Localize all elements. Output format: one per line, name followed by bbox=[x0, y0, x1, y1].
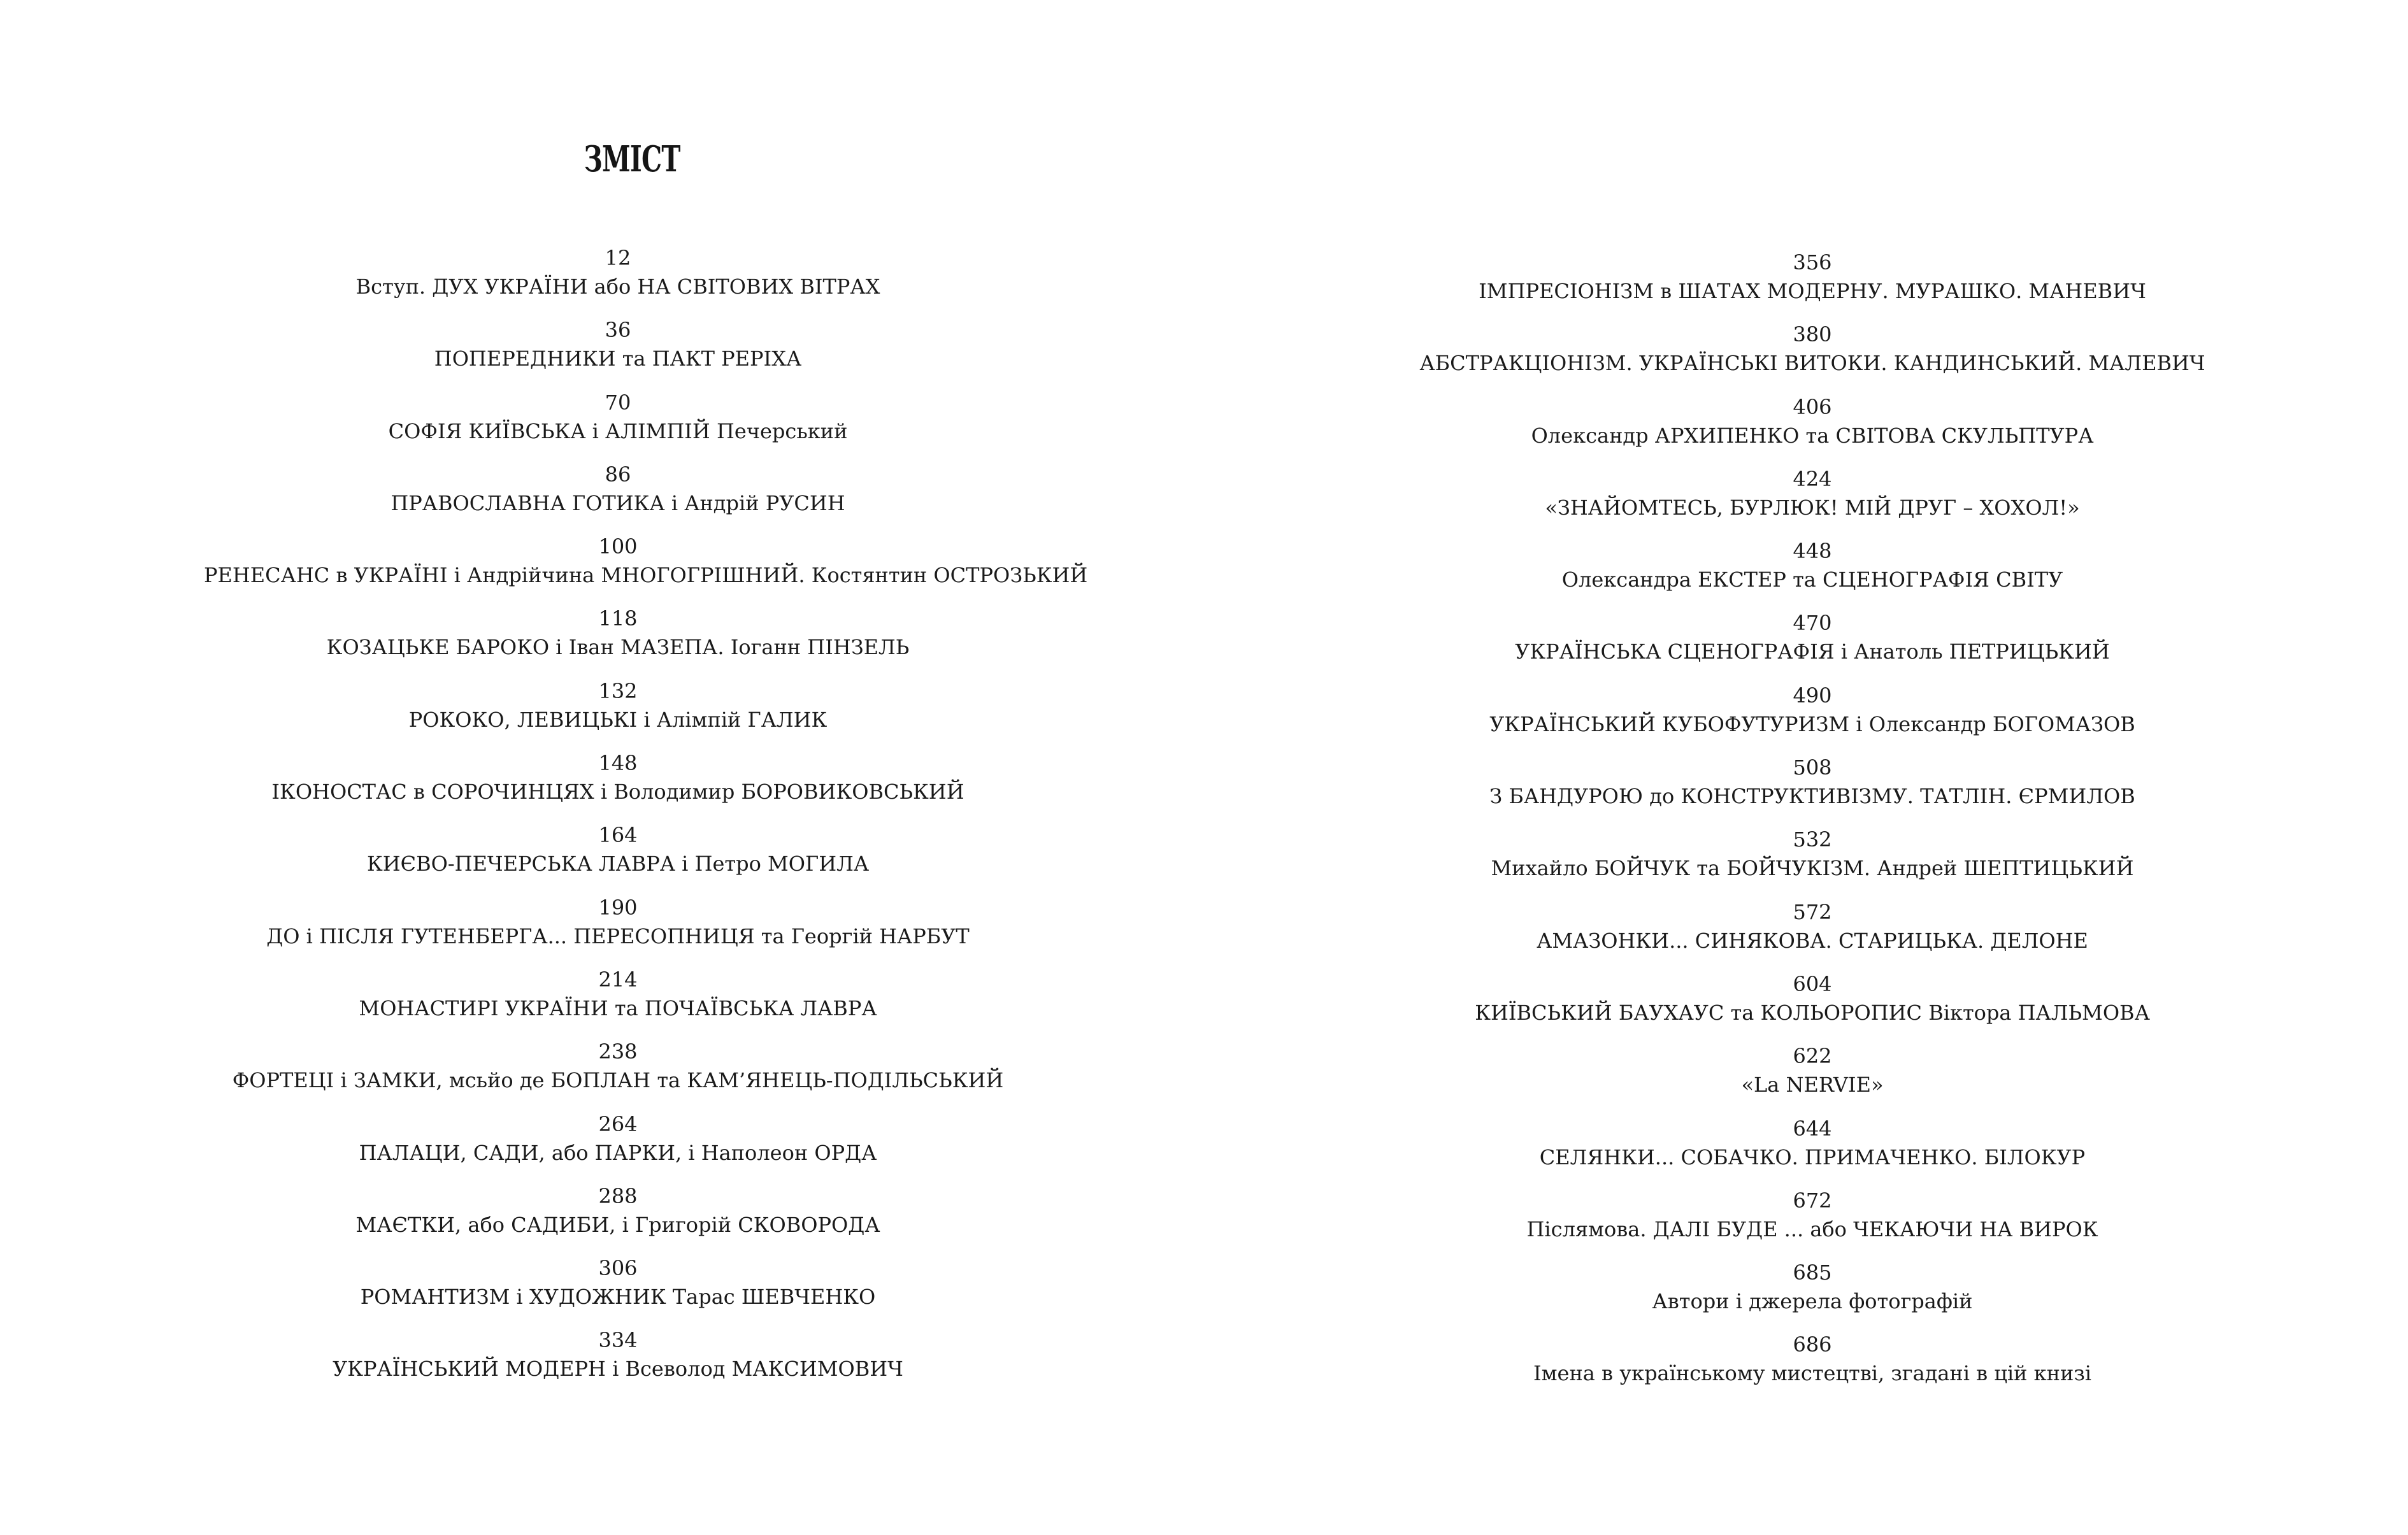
toc-page-number: 622 bbox=[1793, 1044, 1832, 1069]
toc-entry[interactable] bbox=[204, 1182, 1032, 1254]
toc-page-number: 406 bbox=[1793, 394, 1832, 419]
toc-title: КИЄВО-ПЕЧЕРСЬКА ЛАВРА і Петро МОГИЛА bbox=[366, 852, 870, 876]
toc-entry[interactable] bbox=[204, 1110, 1032, 1182]
toc-entry[interactable] bbox=[1382, 465, 2242, 537]
toc-title: МОНАСТИРІ УКРАЇНИ та ПОЧАЇВСЬКА ЛАВРА bbox=[359, 996, 877, 1020]
toc-entry[interactable] bbox=[1382, 970, 2242, 1042]
toc-title: УКРАЇНСЬКА СЦЕНОГРАФІЯ і Анатоль ПЕТРИЦЬКИЙ bbox=[1515, 639, 2110, 664]
toc-title: Вступ. ДУХ УКРАЇНИ або НА СВІТОВИХ ВІТРАХ bbox=[355, 275, 880, 299]
toc-page-number: 164 bbox=[598, 823, 638, 848]
toc-entry[interactable] bbox=[1382, 393, 2242, 465]
toc-title: Олександра ЕКСТЕР та СЦЕНОГРАФІЯ СВІТУ bbox=[1561, 568, 2063, 592]
toc-title: Післямова. ДАЛІ БУДЕ ... або ЧЕКАЮЧИ НА ВИРОК bbox=[1526, 1217, 2098, 1241]
toc-entry[interactable] bbox=[204, 460, 1032, 532]
toc-title: АМАЗОНКИ... СИНЯКОВА. СТАРИЦЬКА. ДЕЛОНЕ bbox=[1537, 928, 2088, 953]
toc-title: МАЄТКИ, або САДИБИ, і Григорій СКОВОРОДА bbox=[355, 1212, 880, 1237]
toc-title: ІКОНОСТАС в СОРОЧИНЦЯХ і Володимир БОРОВИКОВСЬКИЙ bbox=[271, 780, 964, 804]
toc-title: Імена в українському мистецтві, згадані в цій книзі bbox=[1533, 1361, 2091, 1386]
toc-page-number: 644 bbox=[1793, 1116, 1832, 1141]
toc-page-number: 334 bbox=[598, 1328, 638, 1353]
toc-page-number: 686 bbox=[1793, 1332, 1832, 1357]
toc-title: «ЗНАЙОМТЕСЬ, БУРЛЮК! МІЙ ДРУГ – ХОХОЛ!» bbox=[1545, 495, 2080, 520]
toc-page-number: 86 bbox=[605, 462, 631, 487]
toc-title: Михайло БОЙЧУК та БОЙЧУКІЗМ. Андрей ШЕПТИЦЬКИЙ bbox=[1491, 856, 2134, 881]
toc-page-number: 132 bbox=[598, 678, 638, 703]
toc-page-number: 470 bbox=[1793, 611, 1832, 636]
toc-entry[interactable] bbox=[1382, 825, 2242, 897]
toc-entry[interactable] bbox=[1382, 1115, 2242, 1187]
toc-title: Олександр АРХИПЕНКО та СВІТОВА СКУЛЬПТУРА bbox=[1531, 423, 2094, 448]
toc-page-number: 238 bbox=[598, 1039, 638, 1064]
toc-page-number: 424 bbox=[1793, 466, 1832, 491]
toc-page-number: 288 bbox=[598, 1183, 638, 1208]
contents-heading: ЗМІСТ bbox=[584, 138, 680, 180]
toc-page-number: 356 bbox=[1793, 250, 1832, 275]
toc-entry[interactable] bbox=[1382, 537, 2242, 609]
toc-title: ІМПРЕСІОНІЗМ в ШАТАХ МОДЕРНУ. МУРАШКО. МАНЕВИЧ bbox=[1479, 279, 2146, 303]
toc-entry[interactable] bbox=[204, 389, 1032, 460]
toc-left-column bbox=[204, 244, 1088, 1399]
toc-title: ПАЛАЦИ, САДИ, або ПАРКИ, і Наполеон ОРДА bbox=[359, 1140, 877, 1165]
toc-title: РЕНЕСАНС в УКРАЇНІ і Андрійчина МНОГОГРІШНИЙ. Костянтин ОСТРОЗЬКИЙ bbox=[204, 563, 1088, 588]
toc-page-number: 70 bbox=[605, 390, 631, 415]
toc-entry[interactable] bbox=[204, 677, 1032, 749]
toc-entry[interactable] bbox=[1382, 1331, 2242, 1403]
toc-title: СЕЛЯНКИ... СОБАЧКО. ПРИМАЧЕНКО. БІЛОКУР bbox=[1539, 1145, 2086, 1169]
toc-entry[interactable] bbox=[204, 821, 1032, 893]
toc-entry[interactable] bbox=[1382, 248, 2242, 320]
toc-title: ПРАВОСЛАВНА ГОТИКА і Андрій РУСИН bbox=[391, 490, 845, 515]
toc-entry[interactable] bbox=[1382, 1187, 2242, 1259]
toc-title: ПОПЕРЕДНИКИ та ПАКТ РЕРІХА bbox=[434, 346, 802, 371]
toc-entry[interactable] bbox=[204, 604, 1032, 676]
toc-page-number: 508 bbox=[1793, 755, 1832, 780]
toc-page-number: 306 bbox=[598, 1256, 638, 1281]
toc-page-number: 572 bbox=[1793, 899, 1832, 924]
toc-entry[interactable] bbox=[204, 1038, 1032, 1110]
toc-right-column bbox=[1382, 248, 2242, 1403]
toc-entry[interactable] bbox=[204, 1254, 1032, 1326]
toc-page-number: 214 bbox=[598, 967, 638, 992]
toc-page-number: 12 bbox=[605, 246, 631, 270]
toc-title: ФОРТЕЦІ і ЗАМКИ, мсьйо де БОПЛАН та КАМ’ЯНЕЦЬ-ПОДІЛЬСЬКИЙ bbox=[232, 1068, 1004, 1093]
toc-entry[interactable] bbox=[204, 894, 1032, 966]
toc-page-number: 148 bbox=[598, 751, 638, 776]
toc-title: ДО і ПІСЛЯ ГУТЕНБЕРГА... ПЕРЕСОПНИЦЯ та Георгій НАРБУТ bbox=[266, 924, 970, 948]
toc-page-number: 604 bbox=[1793, 971, 1832, 996]
toc-title: АБСТРАКЦІОНІЗМ. УКРАЇНСЬКІ ВИТОКИ. КАНДИНСЬКИЙ. МАЛЕВИЧ bbox=[1419, 351, 2205, 376]
toc-page-number: 380 bbox=[1793, 322, 1832, 347]
toc-entry[interactable] bbox=[1382, 898, 2242, 970]
toc-entry[interactable] bbox=[204, 532, 1088, 604]
toc-title: Автори і джерела фотографій bbox=[1652, 1289, 1973, 1314]
toc-title: СОФІЯ КИЇВСЬКА і АЛІМПІЙ Печерський bbox=[388, 418, 848, 443]
toc-entry[interactable] bbox=[204, 1326, 1032, 1398]
toc-title: УКРАЇНСЬКИЙ КУБОФУТУРИЗМ і Олександр БОГОМАЗОВ bbox=[1489, 711, 2135, 736]
toc-title: РОМАНТИЗМ і ХУДОЖНИК Тарас ШЕВЧЕНКО bbox=[360, 1285, 876, 1310]
toc-title: РОКОКО, ЛЕВИЦЬКІ і Алімпій ГАЛИК bbox=[408, 707, 828, 732]
toc-entry[interactable] bbox=[1382, 1042, 2242, 1114]
toc-entry[interactable] bbox=[1382, 609, 2242, 681]
toc-page-number: 490 bbox=[1793, 683, 1832, 708]
toc-page-number: 264 bbox=[598, 1111, 638, 1136]
toc-page-number: 672 bbox=[1793, 1188, 1832, 1213]
toc-page-number: 118 bbox=[598, 606, 638, 631]
toc-title: «La NERVIE» bbox=[1741, 1073, 1884, 1097]
toc-entry[interactable] bbox=[204, 244, 1032, 316]
toc-page-number: 190 bbox=[598, 895, 638, 920]
toc-entry[interactable] bbox=[1382, 682, 2242, 753]
toc-page-number: 685 bbox=[1793, 1260, 1832, 1285]
toc-title: З БАНДУРОЮ до КОНСТРУКТИВІЗМУ. ТАТЛІН. ЄРМИЛОВ bbox=[1489, 784, 2135, 809]
toc-title: КОЗАЦЬКЕ БАРОКО і Іван МАЗЕПА. Іоганн ПІНЗЕЛЬ bbox=[326, 635, 910, 660]
toc-entry[interactable] bbox=[204, 749, 1032, 821]
toc-entry[interactable] bbox=[1382, 753, 2242, 825]
toc-entry[interactable] bbox=[204, 316, 1032, 388]
toc-page-number: 448 bbox=[1793, 539, 1832, 564]
toc-title: КИЇВСЬКИЙ БАУХАУС та КОЛЬОРОПИС Віктора ПАЛЬМОВА bbox=[1475, 1000, 2150, 1025]
toc-title: УКРАЇНСЬКИЙ МОДЕРН і Всеволод МАКСИМОВИЧ bbox=[333, 1357, 903, 1382]
toc-entry[interactable] bbox=[1382, 320, 2242, 392]
toc-page-number: 532 bbox=[1793, 827, 1832, 852]
toc-entry[interactable] bbox=[1382, 1259, 2242, 1331]
toc-entry[interactable] bbox=[204, 966, 1032, 1038]
toc-page-number: 100 bbox=[598, 534, 638, 559]
toc-page-number: 36 bbox=[605, 318, 631, 343]
